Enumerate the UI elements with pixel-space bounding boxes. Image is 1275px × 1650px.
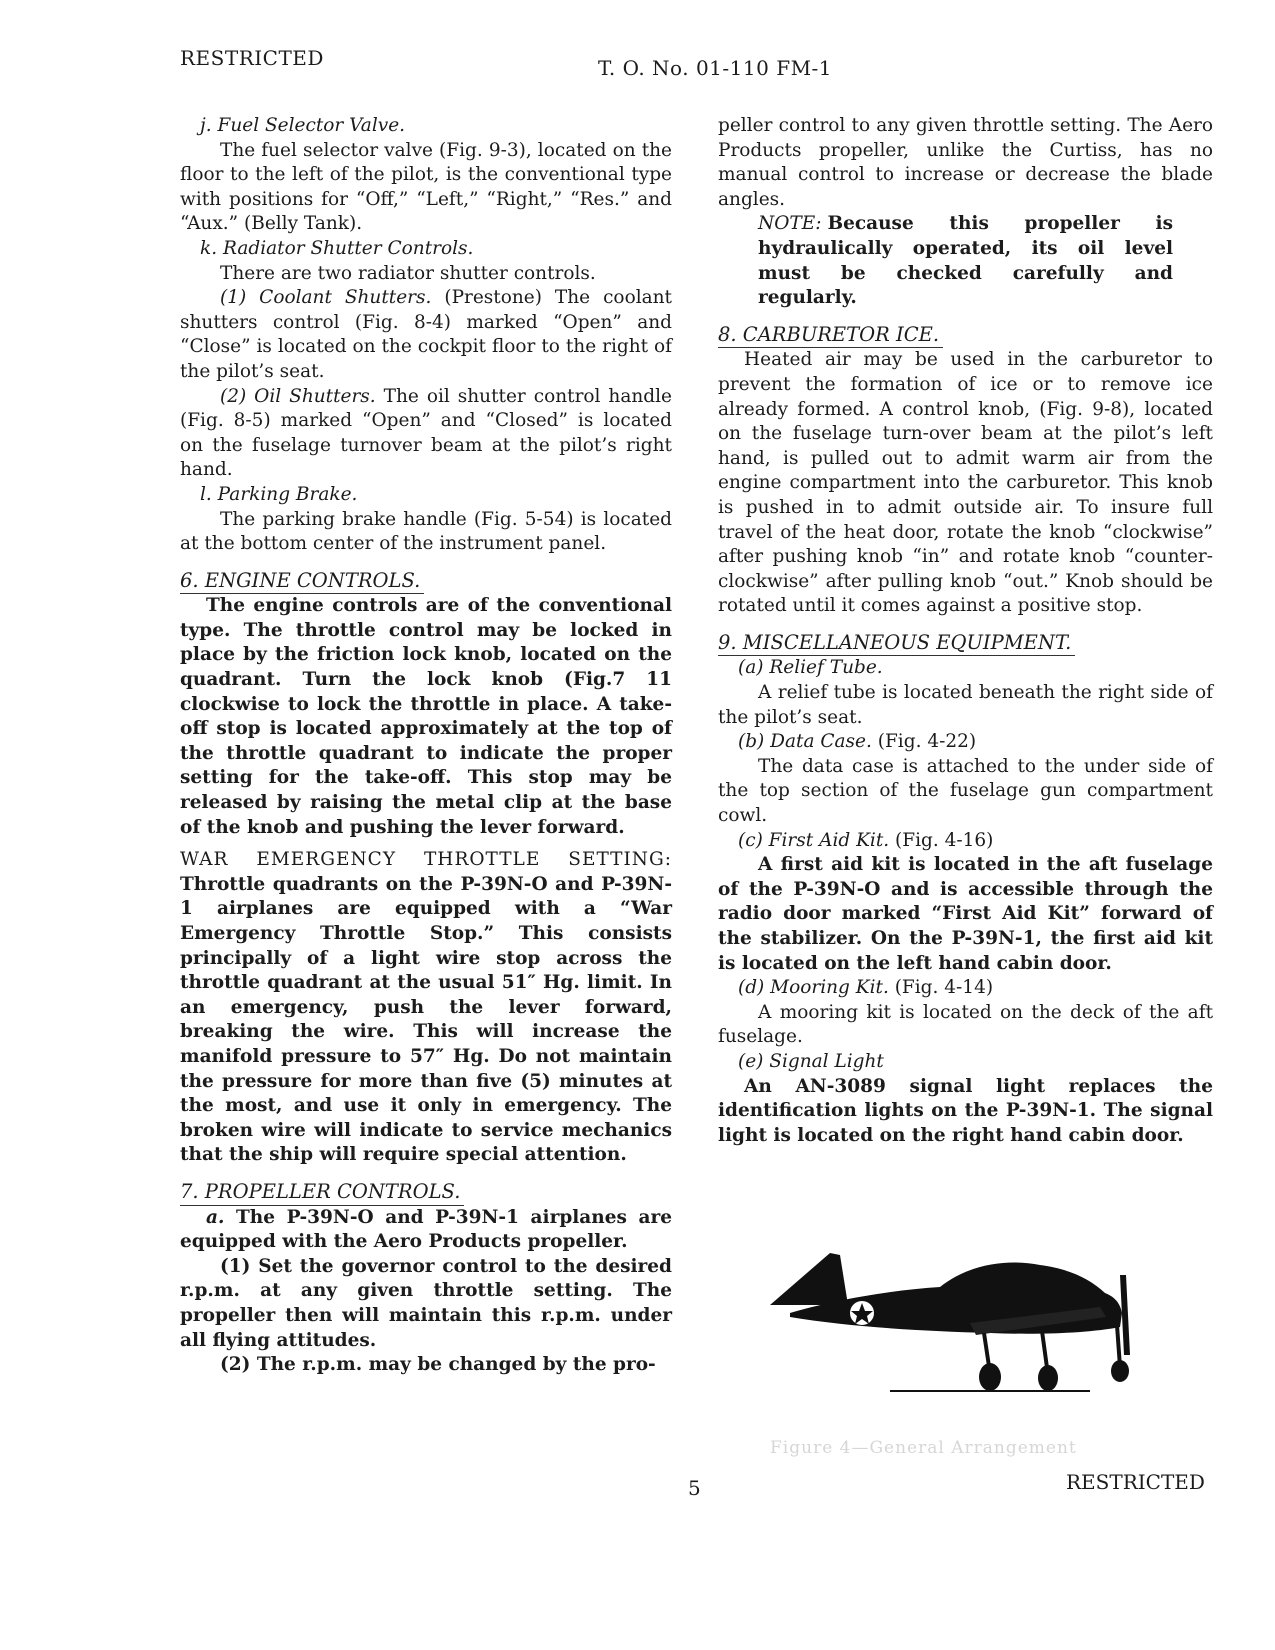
section-7-a-label: a. [206, 1206, 225, 1228]
note-body: Because this propeller is hydraulically operated, its oil level must be checked carefully and regularly. [758, 213, 1173, 309]
k-body: There are two radiator shutter controls. [220, 262, 596, 284]
item-d-title [718, 976, 1213, 1001]
right-column [718, 114, 1213, 1148]
item-e-label: (e) Signal Light [738, 1050, 884, 1072]
section-7-a-body: The P-39N-O and P-39N-1 airplanes are equipped with the Aero Products propeller. [180, 1206, 672, 1253]
propeller-note [718, 212, 1213, 310]
k-title: k. Radiator Shutter Controls. [200, 237, 474, 259]
section-7-a [180, 1206, 672, 1255]
item-e-body: An AN-3089 signal light replaces the identification lights on the P-39N-1. The signal light is located on the right hand cabin door. [718, 1075, 1213, 1146]
section-7-heading: 7. PROPELLER CONTROLS. [180, 1180, 464, 1206]
section-7-1: (1) Set the governor control to the desired r.p.m. at any given throttle setting. The propeller then will maintain this r.p.m. under all flying attitudes. [180, 1255, 672, 1351]
note-label: NOTE: [758, 213, 822, 235]
item-c-title [718, 829, 1213, 854]
propeller-continued: peller control to any given throttle setting. The Aero Products propeller, unlike the Curtiss, has no manual control to increase or decrease the blade angles. [718, 115, 1213, 210]
header-restricted: RESTRICTED [180, 46, 324, 70]
section-9-heading: 9. MISCELLANEOUS EQUIPMENT. [718, 631, 1075, 657]
war-emergency-body: Throttle quadrants on the P-39N-O and P-39N-1 airplanes are equipped with a “War Emergency Throttle Stop.” This consists principally of a light wire stop across the throttle quadrant at the usual 51″ Hg. limit. In an emergency, push the lever forward, breaking the wire. This will increase the manifold pressure to 57″ Hg. Do not maintain the pressure for more than five (5) minutes at the most, and use it only in emergency. The broken wire will indicate to service mechanics that the ship will require special attention. [180, 873, 672, 1166]
item-c-label: (c) First Aid Kit. [738, 829, 890, 851]
item-b-title [718, 730, 1213, 755]
item-b-body: The data case is attached to the under side of the top section of the fuselage gun compartment cowl. [718, 755, 1213, 827]
header-to-number: T. O. No. 01-110 FM-1 [598, 56, 833, 80]
item-d-label: (d) Mooring Kit. [738, 977, 889, 999]
page-number: 5 [688, 1476, 701, 1500]
airplane-silhouette-icon [770, 1235, 1170, 1395]
section-8-heading: 8. CARBURETOR ICE. [718, 323, 943, 349]
k2-body: The oil shutter control handle (Fig. 8-5) marked “Open” and “Closed” is located on the fuselage turnover beam at the pilot’s right hand. [180, 385, 672, 481]
section-8-body: Heated air may be used in the carburetor to prevent the formation of ice or to remove ice already formed. A control knob, (Fig. 9-8), located on the fuselage turn-over beam at the pilot’s left hand, is pulled out to admit warm air from the engine compartment into the carburetor. This knob is pushed in to admit outside air. To insure full travel of the heat door, rotate the knob “clockwise” after pushing knob “in” and rotate knob “counter-clockwise” after pulling knob “out.” Knob should be rotated until it comes against a positive stop. [718, 349, 1213, 617]
section-7-2: (2) The r.p.m. may be changed by the pro- [220, 1354, 656, 1376]
k2-label: (2) Oil Shutters. [220, 385, 376, 407]
section-6-heading: 6. ENGINE CONTROLS. [180, 569, 424, 595]
item-a-body: A relief tube is located beneath the right side of the pilot’s seat. [718, 682, 1213, 728]
item-d-body: A mooring kit is located on the deck of the aft fuselage. [718, 1001, 1213, 1048]
l-title: l. Parking Brake. [200, 483, 358, 505]
footer-restricted: RESTRICTED [1066, 1470, 1205, 1494]
k1-label: (1) Coolant Shutters. [220, 287, 432, 309]
bleed-through-caption: Figure 4—General Arrangement [770, 1438, 1077, 1458]
left-column [180, 114, 672, 1378]
item-b-fig: (Fig. 4-22) [871, 731, 977, 753]
item-b-label: (b) Data Case. [738, 731, 872, 753]
k1-body: (Prestone) The coolant shutters control (Fig. 8-4) marked “Open” and “Close” is located on the cockpit floor to the right of the pilot’s seat. [180, 287, 672, 382]
k1-paragraph [180, 286, 672, 384]
item-c-body: A first aid kit is located in the aft fuselage of the P-39N-O and is accessible through the radio door marked “First Aid Kit” forward of the stabilizer. On the P-39N-1, the first aid kit is located on the left hand cabin door. [718, 854, 1213, 974]
item-a-label: (a) Relief Tube. [738, 657, 883, 679]
item-d-fig: (Fig. 4-14) [888, 977, 994, 999]
j-body: The fuel selector valve (Fig. 9-3), located on the floor to the left of the pilot, is the conventional type with positions for “Off,” “Left,” “Right,” “Res.” and “Aux.” (Belly Tank). [180, 139, 672, 235]
k2-paragraph [180, 385, 672, 483]
section-6-body: The engine controls are of the conventional type. The throttle control may be locked in place by the friction lock knob, located on the quadrant. Turn the lock knob (Fig.7 11 clockwise to lock the throttle in place. A take-off stop is located approximately at the top of the throttle quadrant to indicate the proper setting for the take-off. This stop may be released by raising the metal clip at the base of the knob and pushing the lever forward. [180, 595, 672, 838]
l-body: The parking brake handle (Fig. 5-54) is located at the bottom center of the instrument panel. [180, 508, 672, 555]
war-emergency-paragraph [180, 848, 672, 1168]
item-c-fig: (Fig. 4-16) [889, 829, 994, 851]
war-emergency-heading: WAR EMERGENCY THROTTLE SETTING: [180, 849, 672, 871]
j-title: j. Fuel Selector Valve. [200, 115, 406, 136]
